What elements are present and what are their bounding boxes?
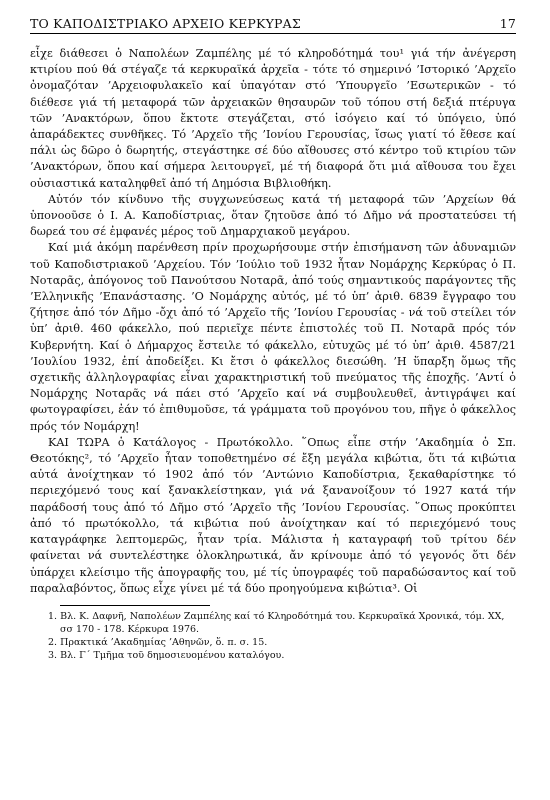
footnote-item: 1. Βλ. Κ. Δαφνῆ, Ναπολέων Ζαμπέλης καί τό Κληροδότημά του. Κερκυραϊκά Χρονικά, τόμ. ΧΧ, σσ 170 - 178. Κέρκυρα 1976. <box>48 610 505 635</box>
paragraph: Καί μιά ἀκόμη παρένθεση πρίν προχωρήσουμε στήν ἐπισήμανση τῶν ἀδυναμιῶν τοῦ Καποδιστριακοῦ ’Αρχείου. Τόν ’Ιούλιο τοῦ 1932 ἦταν Νομάρχης Κερκύρας ὁ Π. Νοταρᾶς, ἀπόγονος τοῦ Πανούτσου Νοταρᾶ, ἀπό τούς σημαντικούς παράγοντες τῆς ’Ελληνικῆς ’Επανάστασης. ’Ο Νομάρχης αὐτός, μέ τό ὑπ’ ἀριθ. 6839 ἔγγραφο του ζήτησε ἀπό τόν Δῆμο -ὄχι ἀπό τό ’Αρχεῖο τῆς ’Ιονίου Γερουσίας - νά τοῦ στείλει τόν ὑπ’ ἀριθ. 460 φάκελλο, πού περιεῖχε πέντε ἐπιστολές τοῦ Π. Νοταρᾶ πρός τόν Κυβερνήτη. Καί ὁ Δήμαρχος ἔστειλε τό φάκελλο, εὐτυχῶς μέ τό ὑπ’ ἀριθ. 4587/21 ’Ιουλίου 1932, ἐπί ἀποδείξει. Κι ἔτσι ὁ φάκελλος διεσώθη. ’Η ὕπαρξη ὅμως τῆς σχετικῆς ἀλληλογραφίας εἶναι χαρακτηριστική τοῦ πνεύματος τῆς ἐποχῆς. ’Αντί ὁ Νομάρχης Νοταρᾶς νά πάει στό ’Αρχεῖο καί νά συμβουλευθεῖ, ἀντιγράψει καί φωτογραφίσει, ἐάν τό ἐπιθυμοῦσε, τά γράμματα τοῦ προγόνου του, πῆγε ὁ φάκελλος πρός τόν Νομάρχη! <box>30 241 516 433</box>
running-header <box>30 16 516 34</box>
footnote-divider <box>60 605 210 606</box>
page-number: 17 <box>499 16 516 31</box>
paragraph: εἶχε διάθεσει ὁ Ναπολέων Ζαμπέλης μέ τό κληροδότημά του¹ γιά τήν ἀνέγερση κτιρίου πού θά στέγαζε τά κερκυραϊκά ἀρχεῖα - τότε τό σημερινό ’Ιστορικό ’Αρχεῖο ὀνομαζόταν ’Αρχειοφυλακεῖο καί ὑπαγόταν στό ’Υπουργεῖο ’Εσωτερικῶν - τό διέθεσε γιά τή μεταφορά τῶν ἀρχειακῶν θησαυρῶν τοῦ τόπου στή δεξιά πτέρυγα τῶν ’Ανακτόρων, ὅπου ἔκτοτε στεγάζεται, στό ἰσόγειο καί τό ὑπόγειο, ὑπό ἀπαράδεκτες συνθῆκες. Τό ’Αρχεῖο τῆς ’Ιονίου Γερουσίας, ἴσως γιατί τό ἔθεσε καί πάλι ὡς δῶρο ὁ δωρητής, στεγάστηκε σέ δύο αἴθουσες στό κέντρο τοῦ κτιρίου τῶν ’Ανακτόρων, ὅπου καί σήμερα λειτουργεῖ, μέ τή διαφορά ὅτι μιά αἴθουσα του ἔχει οὐσιαστικά καταληφθεῖ ἀπό τή Δημόσια Βιβλιοθήκη. <box>30 47 516 190</box>
footnotes <box>30 610 516 662</box>
footnote-item: 2. Πρακτικά ’Ακαδημίας ’Αθηνῶν, ὅ. π. σ. 15. <box>48 636 268 648</box>
footnote-item: 3. Βλ. Γ΄ Τμῆμα τοῦ δημοσιευομένου καταλόγου. <box>48 649 285 661</box>
running-title: ΤΟ ΚΑΠΟΔΙΣΤΡΙΑΚΟ ΑΡΧΕΙΟ ΚΕΡΚΥΡΑΣ <box>30 16 301 31</box>
paragraph: Αὐτόν τόν κίνδυνο τῆς συγχωνεύσεως κατά τή μεταφορά τῶν ’Αρχείων θά ὑπονοοῦσε ὁ Ι. Α. Καποδίστριας, ὅταν ζητοῦσε ἀπό τό Δῆμο νά προστατεύσει τή δωρεά του σέ ἐμφανές μέρος τοῦ Δημαρχιακοῦ μεγάρου. <box>30 192 516 239</box>
paragraph: ΚΑΙ ΤΩΡΑ ὁ Κατάλογος - Πρωτόκολλο. ῞Οπως εἶπε στήν ’Ακαδημία ὁ Σπ. Θεοτόκης², τό ’Αρχεῖο ἦταν τοποθετημένο σέ ἔξη μεγάλα κιβώτια, ὅτι τά κιβώτια αὐτά ἀνοίχτηκαν τό 1902 ἀπό τόν ’Αντώνιο Καποδίστρια, ξεκαθαρίστηκε τό περιεχόμενό τους καί ξανακλείστηκαν, γιά νά ξανανοίξουν τό 1927 κατά τήν παράδοσή τους ἀπό τό Δῆμο στό ’Αρχεῖο τῆς ’Ιονίου Γερουσίας. ῞Οπως προκύπτει ἀπό τό πρωτόκολλο, τά κιβώτια πού ἀνοίχτηκαν καί τό περιεχόμενό τους καταγράφηκε λεπτομερῶς, ἦταν τρία. Μάλιστα ἡ καταγραφή τοῦ τρίτου δέν φαίνεται νά συντελέστηκε ὁλοκληρωτικά, ἄν κρίνουμε ἀπό τό γεγονός ὅτι δέν ὑπάρχει κλείσιμο τῆς ἀπογραφῆς του, μέ τίς ὑπογραφές τοῦ παραδώσαντος καί τοῦ παραλαβόντος, ὅπως εἶχε γίνει μέ τά δύο προηγούμενα κιβώτια³. Οἱ <box>30 435 516 595</box>
body-text <box>30 46 516 597</box>
